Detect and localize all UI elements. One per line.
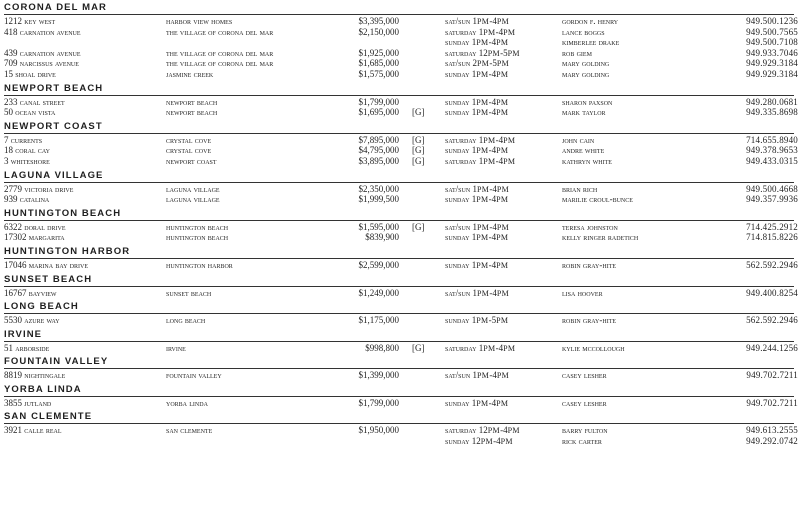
section-huntington-harbor	[4, 245, 798, 271]
listing-community: yorba linda	[166, 397, 208, 408]
section-title: SAN CLEMENTE	[4, 411, 794, 424]
listing-phone: 714.655.8940	[746, 134, 798, 145]
listing-community: sunset beach	[166, 287, 212, 298]
listing-price: $2,599,000	[358, 259, 399, 270]
listing-community: crystal cove	[166, 145, 212, 156]
listing-open-time: saturday 12PM-5PM	[445, 47, 520, 58]
listing-agent: teresa johnston	[562, 221, 618, 232]
listing-address: 233 canal street	[4, 96, 65, 107]
section-irvine	[4, 328, 798, 354]
listing-address: 3855 jutland	[4, 397, 52, 408]
listing-agent: john cain	[562, 134, 595, 145]
listing-community: laguna village	[166, 194, 220, 205]
listing-phone: 949.500.1236	[746, 16, 798, 26]
listing-address: 18 coral cay	[4, 145, 50, 156]
section-title: LAGUNA VILLAGE	[4, 170, 794, 183]
listing-open-time: sunday 12PM-4PM	[445, 436, 513, 447]
listing-price: $1,685,000	[358, 58, 399, 69]
listing-community: harbor view homes	[166, 16, 233, 26]
listing-phone: 949.500.7108	[746, 37, 798, 48]
listing-agent: marilie croul-bunce	[562, 194, 633, 205]
listing-community: jasmine creek	[166, 68, 214, 79]
listing-phone: 949.933.7046	[746, 47, 798, 58]
listing-open-time: sat/sun 1PM-4PM	[445, 370, 510, 381]
section-title: LONG BEACH	[4, 301, 794, 314]
listing-row	[4, 26, 798, 38]
listing-community: huntington beach	[166, 221, 229, 232]
listing-community: long beach	[166, 315, 206, 326]
listing-row	[4, 145, 798, 156]
listing-row	[4, 134, 798, 146]
listing-price: $4,795,000	[358, 145, 399, 156]
section-newport-coast	[4, 120, 798, 167]
listing-rows	[4, 15, 798, 80]
listing-open-time: sat/sun 1PM-4PM	[445, 287, 510, 298]
listing-row	[4, 232, 798, 243]
listing-agent: rick carter	[562, 436, 602, 447]
listing-flag: [G]	[412, 342, 425, 353]
listing-phone: 949.702.7211	[746, 397, 798, 408]
listing-price: $2,150,000	[358, 26, 399, 37]
listing-open-time: sat/sun 1PM-4PM	[445, 183, 510, 194]
listing-agent: kylie mccollough	[562, 342, 625, 353]
listing-open-time: saturday 1PM-4PM	[445, 342, 516, 353]
listing-address: 709 narcissus avenue	[4, 58, 79, 69]
listing-address: 51 arborside	[4, 342, 50, 353]
listing-address: 8819 nightingale	[4, 370, 66, 381]
listing-row	[4, 96, 798, 108]
listing-row	[4, 315, 798, 326]
listing-community: irvine	[166, 342, 186, 353]
listing-row	[4, 287, 798, 299]
listing-rows	[4, 259, 798, 271]
listing-community: huntington beach	[166, 232, 229, 243]
listing-row	[4, 221, 798, 233]
listing-price: $839,900	[365, 232, 399, 243]
listing-address: 17046 marina bay drive	[4, 259, 89, 270]
listing-price: $1,249,000	[358, 287, 399, 298]
listing-address: 3 whiteshore	[4, 155, 50, 166]
listing-phone: 949.244.1256	[746, 342, 798, 353]
listing-address: 5530 azure way	[4, 315, 60, 326]
listing-row	[4, 16, 798, 27]
listing-row	[4, 425, 798, 436]
section-corona-del-mar	[4, 2, 798, 80]
listing-phone: 949.500.7565	[746, 26, 798, 37]
listing-row	[4, 107, 798, 118]
listing-agent: robin gray-hite	[562, 315, 617, 326]
listing-phone: 949.500.4668	[746, 183, 798, 194]
listing-row	[4, 155, 798, 167]
listing-phone: 949.280.0681	[746, 96, 798, 107]
listing-flag: [G]	[412, 155, 425, 166]
listing-address: 15 shoal drive	[4, 68, 56, 79]
listing-open-time: sunday 1PM-4PM	[445, 194, 509, 205]
listing-agent: kimberlee drake	[562, 37, 620, 48]
section-long-beach	[4, 301, 798, 326]
section-huntington-beach	[4, 207, 798, 243]
listing-phone: 949.613.2555	[746, 425, 798, 436]
listing-price: $998,800	[365, 342, 399, 353]
listing-open-time: sunday 1PM-4PM	[445, 37, 509, 48]
section-title: FOUNTAIN VALLEY	[4, 356, 794, 369]
listing-price: $3,895,000	[358, 155, 399, 166]
listing-agent: casey lesher	[562, 397, 607, 408]
listing-open-time: sunday 1PM-4PM	[445, 107, 509, 118]
listing-address: 2779 victoria drive	[4, 183, 74, 194]
listing-address: 439 carnation avenue	[4, 47, 81, 58]
listing-community: huntington harbor	[166, 259, 233, 270]
listing-agent: mark taylor	[562, 107, 606, 118]
listing-address: 7 currents	[4, 134, 43, 145]
section-laguna-village	[4, 169, 798, 205]
listing-phone: 949.292.0742	[746, 436, 798, 447]
listing-community: fountain valley	[166, 370, 222, 381]
listing-agent: rob giem	[562, 47, 592, 58]
listing-agent: barry fulton	[562, 425, 608, 436]
listing-address: 16767 bayview	[4, 287, 57, 298]
listing-open-time: saturday 12PM-4PM	[445, 425, 520, 436]
listing-rows	[4, 397, 798, 409]
listing-phone: 949.335.8698	[746, 107, 798, 118]
listing-phone: 562.592.2946	[746, 315, 798, 326]
listing-community: newport coast	[166, 155, 217, 166]
listing-open-time: sunday 1PM-4PM	[445, 145, 509, 156]
listing-agent: kathryn white	[562, 155, 612, 166]
listing-rows	[4, 134, 798, 167]
listing-price: $1,799,000	[358, 397, 399, 408]
listing-open-time: sunday 1PM-4PM	[445, 259, 509, 270]
listing-open-time: sat/sun 2PM-5PM	[445, 58, 510, 69]
listing-price: $1,595,000	[358, 221, 399, 232]
listing-phone: 949.929.3184	[746, 68, 798, 79]
section-newport-beach	[4, 82, 798, 118]
listing-agent: lance boggs	[562, 26, 605, 37]
listing-row	[4, 58, 798, 69]
section-title: NEWPORT BEACH	[4, 83, 794, 96]
listing-open-time: sunday 1PM-4PM	[445, 96, 509, 107]
listing-price: $3,395,000	[358, 16, 399, 26]
section-sunset-beach	[4, 273, 798, 299]
listing-community: san clemente	[166, 425, 213, 436]
listing-rows	[4, 314, 798, 326]
listing-open-time: sunday 1PM-4PM	[445, 397, 509, 408]
listing-phone: 949.433.0315	[746, 155, 798, 166]
listing-address: 17302 margarita	[4, 232, 65, 243]
listing-community: laguna village	[166, 183, 220, 194]
listing-rows	[4, 369, 798, 381]
listing-open-time: sunday 1PM-4PM	[445, 68, 509, 79]
listing-open-time: sat/sun 1PM-4PM	[445, 221, 510, 232]
listing-phone: 949.929.3184	[746, 58, 798, 69]
listing-price: $1,695,000	[358, 107, 399, 118]
listing-flag: [G]	[412, 107, 425, 118]
section-title: HUNTINGTON BEACH	[4, 208, 794, 221]
listing-row	[4, 436, 798, 447]
listing-price: $1,799,000	[358, 96, 399, 107]
listing-price: $1,175,000	[358, 315, 399, 326]
section-title: CORONA DEL MAR	[4, 2, 794, 15]
listing-community: the village of corona del mar	[166, 58, 274, 69]
listing-row	[4, 47, 798, 59]
listing-flag: [G]	[412, 134, 425, 145]
section-fountain-valley	[4, 356, 798, 381]
listing-agent: sharon paxson	[562, 96, 613, 107]
listing-price: $1,575,000	[358, 68, 399, 79]
section-yorba-linda	[4, 383, 798, 409]
listing-agent: andre white	[562, 145, 605, 156]
section-title: HUNTINGTON HARBOR	[4, 246, 794, 259]
listing-community: the village of corona del mar	[166, 26, 274, 37]
listing-phone: 562.592.2946	[746, 259, 798, 270]
listing-agent: lisa hoover	[562, 287, 603, 298]
listing-phone: 714.425.2912	[746, 221, 798, 232]
listing-flag: [G]	[412, 145, 425, 156]
listing-price: $1,999,500	[358, 194, 399, 205]
listing-agent: mary golding	[562, 58, 610, 69]
listing-agent: robin gray-hite	[562, 259, 617, 270]
listing-price: $1,925,000	[358, 47, 399, 58]
listing-row	[4, 370, 798, 381]
listing-open-time: sat/sun 1PM-4PM	[445, 16, 510, 26]
section-title: SUNSET BEACH	[4, 274, 794, 287]
listing-rows	[4, 183, 798, 205]
listing-row	[4, 37, 798, 48]
listing-open-time: saturday 1PM-4PM	[445, 155, 516, 166]
listing-open-time: sunday 1PM-5PM	[445, 315, 509, 326]
listing-phone: 714.815.8226	[746, 232, 798, 243]
listing-address: 939 catalina	[4, 194, 50, 205]
listing-price: $2,350,000	[358, 183, 399, 194]
listing-community: the village of corona del mar	[166, 47, 274, 58]
listing-open-time: saturday 1PM-4PM	[445, 134, 516, 145]
section-title: IRVINE	[4, 329, 794, 342]
listing-row	[4, 183, 798, 195]
listing-row	[4, 342, 798, 354]
section-title: NEWPORT COAST	[4, 121, 794, 134]
listing-address: 1212 key west	[4, 16, 56, 26]
section-san-clemente	[4, 411, 798, 447]
listing-community: newport beach	[166, 107, 218, 118]
listing-phone: 949.378.9653	[746, 145, 798, 156]
listing-agent: brian rich	[562, 183, 598, 194]
listing-row	[4, 397, 798, 409]
listing-agent: casey lesher	[562, 370, 607, 381]
listing-phone: 949.357.9936	[746, 194, 798, 205]
listing-open-time: saturday 1PM-4PM	[445, 26, 516, 37]
listing-rows	[4, 342, 798, 354]
listing-address: 50 ocean vista	[4, 107, 56, 118]
listing-rows	[4, 287, 798, 299]
listing-price: $7,895,000	[358, 134, 399, 145]
listing-flag: [G]	[412, 221, 425, 232]
listing-open-time: sunday 1PM-4PM	[445, 232, 509, 243]
listing-address: 418 carnation avenue	[4, 26, 81, 37]
listing-row	[4, 194, 798, 205]
listing-price: $1,950,000	[358, 425, 399, 436]
listing-rows	[4, 424, 798, 447]
listing-community: newport beach	[166, 96, 218, 107]
listing-agent: gordon f. henry	[562, 16, 619, 26]
section-title: YORBA LINDA	[4, 384, 794, 397]
listing-rows	[4, 221, 798, 243]
listing-community: crystal cove	[166, 134, 212, 145]
listing-rows	[4, 96, 798, 118]
listing-agent: mary golding	[562, 68, 610, 79]
listing-phone: 949.400.8254	[746, 287, 798, 298]
listing-row	[4, 68, 798, 80]
listing-address: 3921 calle real	[4, 425, 62, 436]
listing-phone: 949.702.7211	[746, 370, 798, 381]
listing-row	[4, 259, 798, 271]
listing-agent: kelly ringer radetich	[562, 232, 639, 243]
listing-address: 6322 doral drive	[4, 221, 66, 232]
listing-price: $1,399,000	[358, 370, 399, 381]
